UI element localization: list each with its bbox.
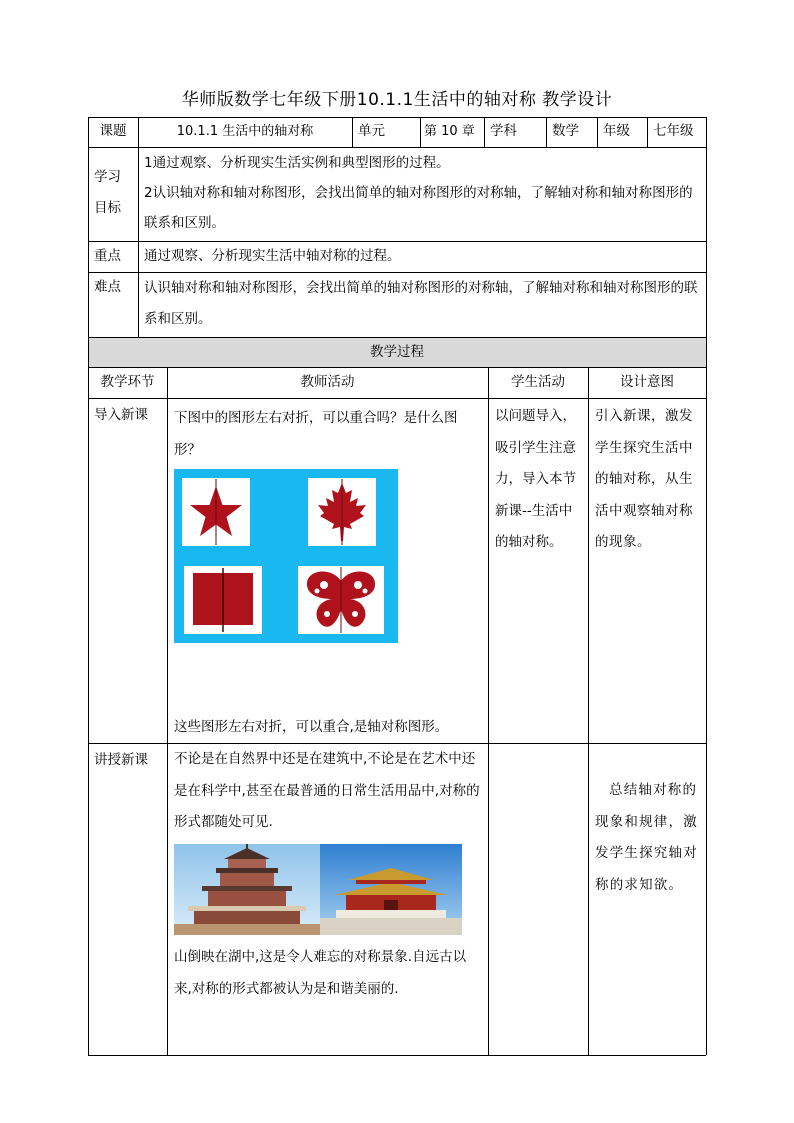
unit-label: 单元 (358, 123, 385, 139)
intent-intro: 引入新课，激发学生探究生活中的轴对称，从生活中观察轴对称的现象。 (595, 408, 693, 550)
teacher-intro-conclusion: 这些图形左右对折，可以重合,是轴对称图形。 (174, 719, 449, 735)
stage-intro: 导入新课 (94, 407, 148, 423)
unit-value: 第 10 章 (424, 124, 475, 139)
key-point-label: 重点 (94, 248, 121, 264)
topic-value: 10.1.1 生活中的轴对称 (176, 124, 314, 139)
objectives-label: 学习 目标 (94, 169, 121, 216)
objectives-content (138, 148, 706, 238)
objective-2: 2认识轴对称和轴对称图形，会找出简单的轴对称图形的对称轴，了解轴对称和轴对称图形的联系和区别。 (144, 185, 693, 231)
subject-label: 学科 (490, 123, 517, 139)
grade-value: 七年级 (653, 123, 694, 139)
difficulty-label: 难点 (94, 279, 121, 295)
key-point-text: 通过观察、分析现实生活中轴对称的过程。 (144, 248, 401, 264)
teacher-intro-question: 下图中的图形左右对折，可以重合吗？是什么图形？ (174, 410, 458, 458)
grade-label: 年级 (603, 123, 630, 139)
star-shape (182, 478, 250, 546)
symmetric-shapes-figure (174, 469, 398, 647)
stage-teaching: 讲授新课 (94, 752, 148, 768)
maple-leaf-shape (308, 478, 376, 546)
col-header-student: 学生活动 (511, 374, 565, 390)
topic-label: 课题 (99, 123, 127, 139)
palace-photo (320, 844, 462, 939)
temple-photo (174, 844, 320, 939)
col-header-teacher: 教师活动 (300, 374, 355, 390)
teacher-teaching-text2: 山倒映在湖中,这是令人难忘的对称景象.自远古以来,对称的形式都被认为是和谐美丽的. (174, 949, 467, 997)
objective-1: 1通过观察、分析现实生活实例和典型图形的过程。 (144, 155, 450, 171)
difficulty-text: 认识轴对称和轴对称图形，会找出简单的轴对称图形的对称轴，了解轴对称和轴对称图形的联系和区别。 (144, 280, 698, 327)
intent-teaching: 总结轴对称的现象和规律，激发学生探究轴对称的求知欲。 (595, 782, 698, 893)
subject-value: 数学 (552, 123, 579, 139)
square-shape (184, 566, 262, 634)
process-header: 教学过程 (370, 344, 424, 360)
col-header-stage: 教学环节 (100, 374, 155, 390)
teacher-teaching-text1: 不论是在自然界中还是在建筑中,不论是在艺术中还是在科学中,甚至在最普通的日常生活用品中,对称的形式都随处可见. (174, 751, 480, 830)
document-title: 华师版数学七年级下册10.1.1生活中的轴对称 教学设计 (181, 90, 613, 110)
col-header-intent: 设计意图 (620, 374, 674, 390)
student-intro: 以问题导入，吸引学生注意力，导入本节新课--生活中的轴对称。 (495, 408, 576, 550)
butterfly-shape (298, 566, 384, 634)
